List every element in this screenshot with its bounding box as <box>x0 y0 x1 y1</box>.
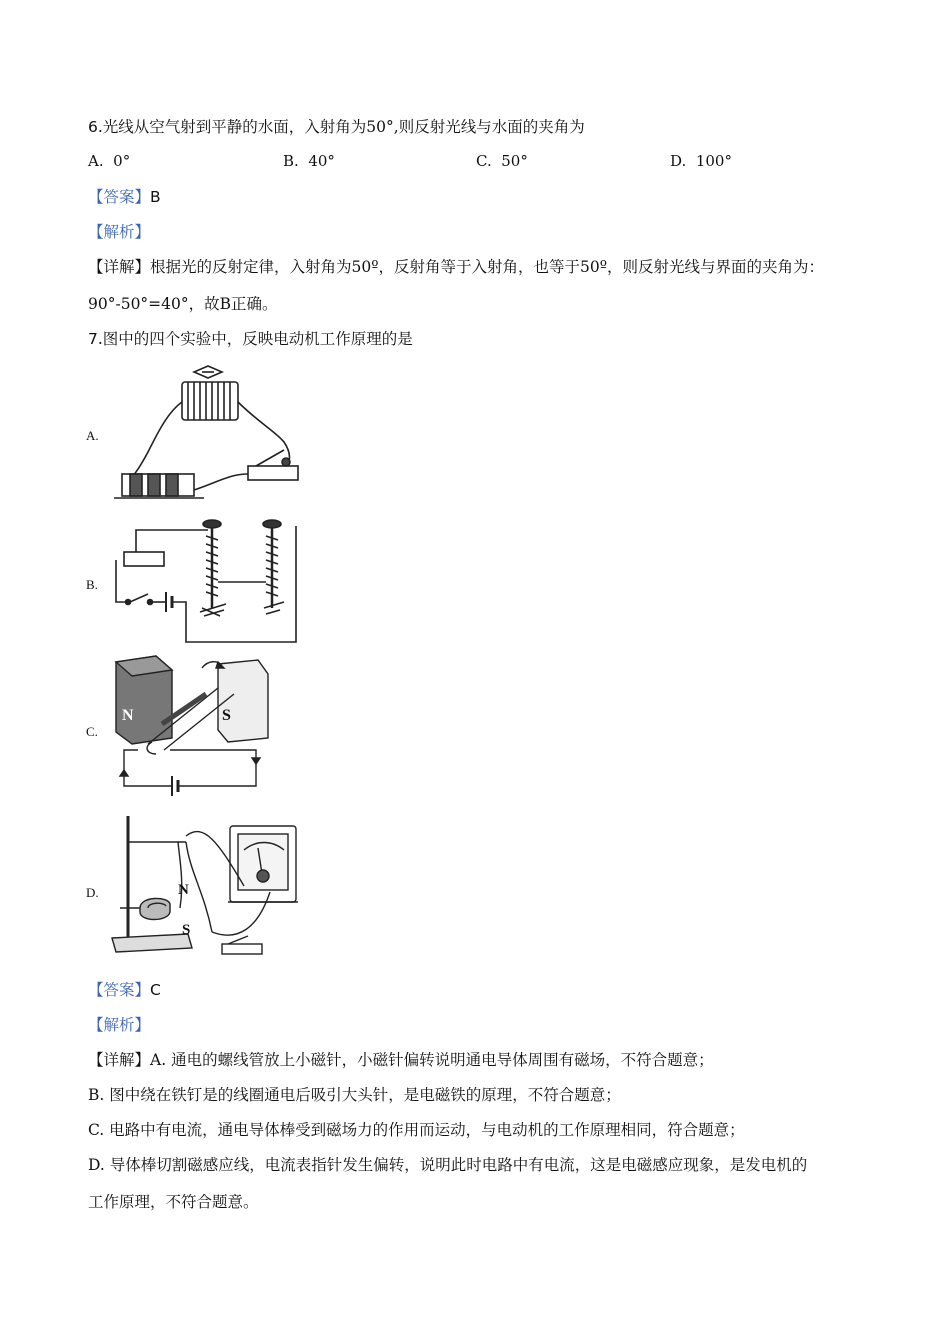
q6-number: 6 <box>88 118 98 136</box>
q6-answer <box>88 186 161 208</box>
magnet-s-label: S <box>182 922 191 938</box>
detail-label: 【详解】 <box>88 258 151 276</box>
figure-b-electromagnets <box>108 516 303 646</box>
option-text: 0° <box>113 152 131 170</box>
q6-option-c <box>476 152 528 170</box>
answer-label: 【答案】 <box>88 188 151 206</box>
option-text: 40° <box>308 152 335 170</box>
answer-value: C <box>150 981 161 999</box>
answer-value: B <box>150 188 161 206</box>
q6-detail-line-2: 90°-50°=40°，故B正确。 <box>88 295 278 313</box>
fig-b-label: B. <box>86 577 98 592</box>
answer-label: 【答案】 <box>88 981 151 999</box>
fig-d-label: D. <box>86 885 99 900</box>
fig-c-label: C. <box>86 724 98 739</box>
detail-text: A. 通电的螺线管放上小磁针，小磁针偏转说明通电导体周围有磁场，不符合题意； <box>150 1051 714 1069</box>
option-letter: C. <box>476 152 492 170</box>
q6-detail-line-1 <box>88 256 824 278</box>
detail-label: 【详解】 <box>88 1051 151 1069</box>
option-letter: B. <box>283 152 299 170</box>
option-letter: A. <box>88 152 104 170</box>
option-text: 50° <box>501 152 528 170</box>
magnet-s-label: S <box>222 707 231 724</box>
q6-option-d <box>670 152 732 170</box>
q7-detail-line-5: 工作原理，不符合题意。 <box>88 1193 259 1211</box>
magnet-n-label: N <box>178 882 189 898</box>
q6-stem: .光线从空气射到平静的水面，入射角为50°,则反射光线与水面的夹角为 <box>97 118 585 136</box>
q7-detail-line-1 <box>88 1049 714 1071</box>
q6-stem-line <box>88 116 585 138</box>
option-letter: D. <box>670 152 687 170</box>
q7-stem-line <box>88 328 413 350</box>
q7-detail-line-4: D. 导体棒切割磁感应线，电流表指针发生偏转，说明此时电路中有电流，这是电磁感应现象，是发电机的 <box>88 1156 808 1174</box>
q6-analysis-label: 【解析】 <box>88 223 151 241</box>
q7-detail-line-2: B. 图中绕在铁钉是的线圈通电后吸引大头针，是电磁铁的原理，不符合题意； <box>88 1086 621 1104</box>
fig-a-label: A. <box>86 428 99 443</box>
detail-text: 根据光的反射定律，入射角为50º，反射角等于入射角，也等于50º，则反射光线与界面的夹角为： <box>150 258 825 276</box>
figure-a-solenoid <box>108 362 308 507</box>
figure-c-motor-principle <box>108 654 278 799</box>
q7-number: 7 <box>88 330 98 348</box>
figure-d-induction <box>108 812 303 962</box>
magnet-n-label: N <box>122 707 134 724</box>
q7-answer <box>88 979 161 1001</box>
q7-detail-line-3: C. 电路中有电流，通电导体棒受到磁场力的作用而运动，与电动机的工作原理相同，符合题意； <box>88 1121 745 1139</box>
q7-analysis-label: 【解析】 <box>88 1016 151 1034</box>
option-text: 100° <box>695 152 732 170</box>
q7-stem: .图中的四个实验中，反映电动机工作原理的是 <box>97 330 413 348</box>
q6-option-a <box>88 152 130 170</box>
q6-option-b <box>283 152 335 170</box>
